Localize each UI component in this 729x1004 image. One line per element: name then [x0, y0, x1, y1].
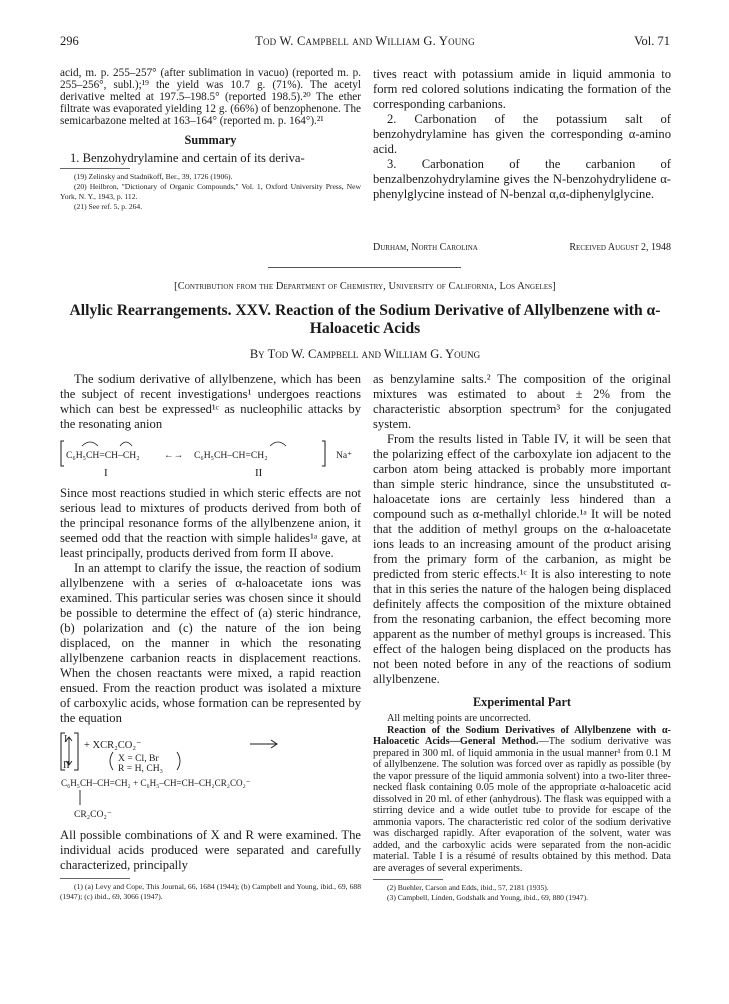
- product-substituent: CR₂CO₂⁻: [74, 809, 112, 820]
- main-right-column: [373, 372, 671, 903]
- footnote-1: (1) (a) Levy and Cope, This Journal, 66, 1684 (1944); (b) Campbell and Young, ibid., 69, 688 (1947); (c) ibid., 69, 3066 (1947).: [60, 882, 361, 901]
- footnote-rule-main: [60, 878, 130, 879]
- general-method-text: —The sodium derivative was prepared in 300 ml. of liquid ammonia in the usual manner¹ from 0.1 M of allylbenzene. The solution was forced over as rapidly as possible (by the vapor pressure of the liquid ammonia solvent) into a two-liter three-necked flask containing 0.05 mole of the appropriate α-haloacetic acid dissolved in 20 ml. of ether (anhydrous). The flask was equipped with a stirring device and a wide outlet tube to provide for escape of the ammonia vapors. The characteristic red color of the sodium derivative was discharged rapidly. After evaporation of the solvent, water was added, and the carboxylic acids were separated from the non-acidic material. Table I is a résumé of results obtained by this method. Data are averages of several experiments.: [373, 736, 671, 874]
- r-definition: R = H, CH₃: [118, 763, 164, 774]
- page-number: 296: [60, 34, 79, 48]
- clarify-paragraph: In an attempt to clarify the issue, the reaction of sodium allylbenzene with a series of α-haloacetate ions was examined. This particular series was chosen since it should be possible to determine the effect of (a) steric hindrance, (b) polarization and (c) the nature of the ion being displaced, on the manner in which the resonating allylbenzene carbanion reacts in displacement reactions. When the chosen reactants were mixed, a rapid reaction ensued. From the reaction product was isolated a mixture of carboxylic acids, whose formation can be represented by the equation: [60, 561, 361, 725]
- results-paragraph: From the results listed in Table IV, it will be seen that the polarizing effect of the carboxylate ion adjacent to the carbon atom being attacked is probably more important than simple steric hindrance, since the unsubstituted α-haloacetate ions are certainly less hindered than a compound such as α-methallyl chloride.¹ᵃ It will be noted that the addition of methyl groups on the α-haloacetate ions leads to an increasing amount of the product arising from the primary form of the carbanion, as might be predicted from steric effects.¹ᶜ It is also interesting to note that in this series the nature of the halogen being displaced definitely affects the composition of the mixture obtained from the resonating carbanion, the effect becoming more apparent as the number of methyl groups is increased. This effect of the halogen being displaced on the products has not been noted before in any of the reactions of sodium allylbenzene.: [373, 432, 671, 686]
- resonance-scheme: [60, 436, 361, 482]
- footnote-rule: [60, 168, 130, 169]
- summary-item-3: 3. Carbonation of the carbanion of benzalbenzohydrylamine gives the N-benzohydrylidene α-phenylglycine instead of N-benzal α,α-diphenylglycine.: [373, 157, 671, 201]
- previous-article-paragraph: acid, m. p. 255–257° (after sublimation in vacuo) (reported m. p. 255–256°, subl.);¹⁹ the yield was 10.7 g. (71%). The acetyl derivative melted at 197.5–198.5° (reported 198.5).²⁰ The ether filtrate was evaporated yielding 12 g. (66%) of benzophenone. The semicarbazone melted at 163–164° (reported m. p. 164°).²¹: [60, 67, 361, 127]
- sodium-cation: Na⁺: [336, 450, 353, 461]
- article-title: Allylic Rearrangements. XXV. Reaction of the Sodium Derivative of Allylbenzene with α-Haloacetic Acids: [69, 302, 661, 337]
- form-label-i: I: [104, 467, 108, 479]
- general-method-heading: Reaction of the Sodium Derivatives of Allylbenzene with α-Haloacetic Acids—General Method.: [373, 724, 671, 747]
- melting-points-note: All melting points are uncorrected.: [387, 713, 531, 724]
- previous-article-left-column: [60, 67, 361, 212]
- footnote-rule-right: [373, 879, 443, 880]
- contribution-line: [Contribution from the Department of Chemistry, University of California, Los Angeles]: [174, 281, 556, 292]
- footnote-20: (20) Heilbron, "Dictionary of Organic Compounds," Vol. 1, Oxford University Press, New York, N. Y., 1943, p. 112.: [60, 182, 361, 201]
- composition-paragraph: as benzylamine salts.² The composition of the original mixtures was estimated to about ± 2% from the characteristic absorption spectrum³ for the conjugated system.: [373, 372, 671, 431]
- steric-paragraph: Since most reactions studied in which steric effects are not serious lead to mixtures of products derived from both of the principal resonance forms of the allylbenzene anion, it seemed odd that the reaction with simple halides¹ᵃ gave, at least principally, products derived from form II above.: [60, 486, 361, 560]
- intro-paragraph: The sodium derivative of allylbenzene, which has been the subject of recent investigations¹ undergoes reactions which can best be expressed¹ᶜ as nucleophilic attacks by the resonating anion: [60, 372, 361, 431]
- footnote-3: (3) Campbell, Linden, Godshalk and Young, ibid., 69, 880 (1947).: [387, 893, 589, 902]
- main-left-column: [60, 372, 361, 902]
- summary-heading: Summary: [184, 133, 237, 147]
- page-header: [60, 34, 670, 50]
- bracket-label-ii: II: [63, 760, 70, 771]
- reaction-equation: [60, 730, 361, 826]
- article-separator: [268, 267, 461, 268]
- x-definition: X = Cl, Br: [118, 753, 159, 764]
- experimental-heading: Experimental Part: [472, 695, 571, 709]
- summary-item-2: 2. Carbonation of the potassium salt of benzohydrylamine has given the corresponding α-amino acid.: [373, 112, 671, 156]
- bracket-label-i: I: [64, 734, 68, 745]
- haloacetate-reagent: + XCR₂CO₂⁻: [84, 740, 142, 751]
- resonance-form-2: C₆H₅CH–CH=CH₂: [194, 450, 268, 461]
- footnotes-previous: [60, 172, 361, 212]
- dateline-place: Durham, North Carolina: [373, 242, 478, 253]
- resonance-arrow: ←→: [164, 450, 184, 461]
- dateline: [373, 242, 671, 253]
- footnote-19: (19) Zelinsky and Stadnikoff, Ber., 39, 1726 (1906).: [74, 172, 233, 181]
- running-title: Tod W. Campbell and William G. Young: [255, 34, 475, 48]
- footnote-21: (21) See ref. 5, p. 264.: [74, 202, 143, 211]
- previous-article-right-column: [373, 67, 671, 202]
- form-label-ii: II: [255, 467, 263, 479]
- general-method-paragraph: [373, 725, 671, 875]
- article-authors: By Tod W. Campbell and William G. Young: [249, 347, 481, 361]
- volume-label: Vol. 71: [634, 34, 670, 48]
- summary-item-1: 1. Benzohydrylamine and certain of its deriva-: [70, 151, 305, 165]
- reaction-products: C₆H₅CH–CH=CH₂ + C₆H₅–CH=CH–CH₂CR₂CO₂⁻: [61, 778, 251, 788]
- summary-continued: tives react with potassium amide in liquid ammonia to form red colored solutions indicating the formation of the corresponding carbanions.: [373, 67, 671, 111]
- footnotes-right: [373, 883, 671, 903]
- footnote-2: (2) Buehler, Carson and Edds, ibid., 57, 2181 (1935).: [387, 883, 549, 892]
- dateline-received: Received August 2, 1948: [569, 242, 671, 253]
- resonance-form-1: C₆H₅CH=CH–CH₂: [66, 450, 140, 461]
- combinations-paragraph: All possible combinations of X and R were examined. The individual acids produced were separated and carefully characterized, principally: [60, 828, 361, 872]
- experimental-section: [373, 713, 671, 874]
